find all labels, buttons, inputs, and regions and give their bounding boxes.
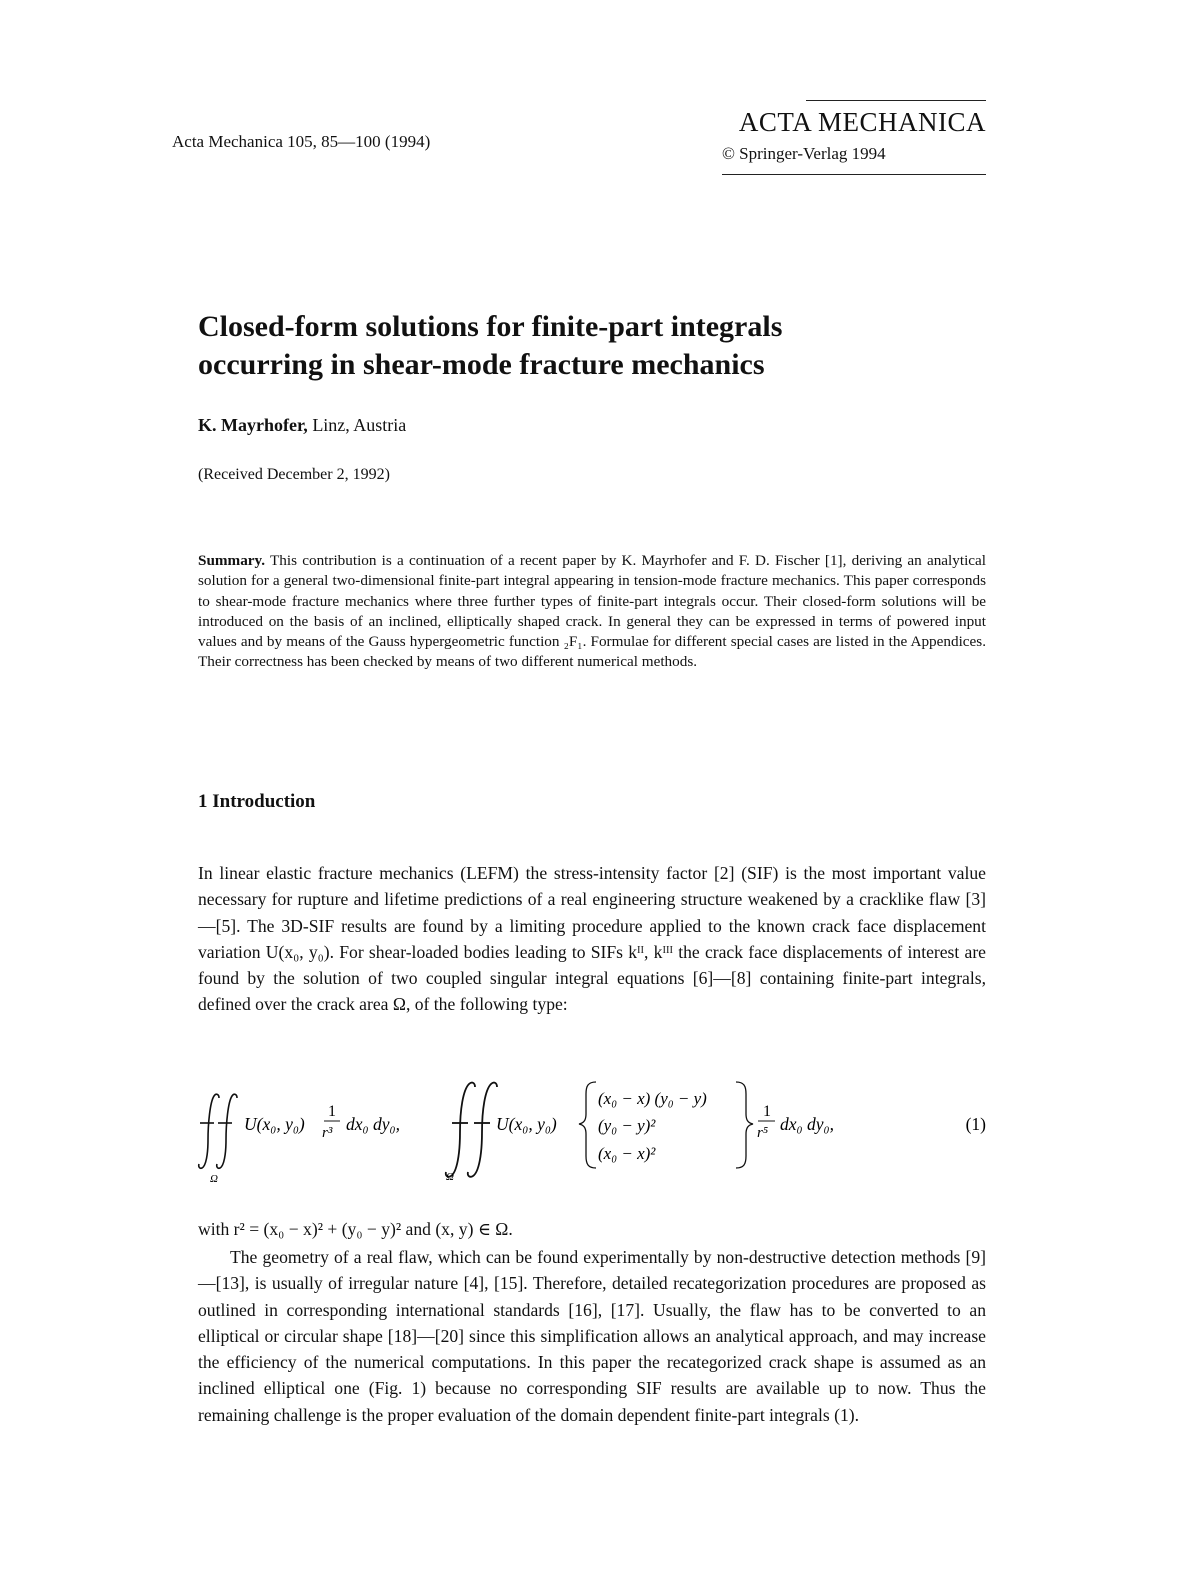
author-name: K. Mayrhofer, <box>198 415 308 435</box>
equation-number: (1) <box>965 1114 986 1134</box>
summary <box>198 551 986 673</box>
left-brace <box>579 1082 596 1168</box>
title-line-1: Closed-form solutions for finite-part integrals <box>198 310 783 343</box>
matrix-row-1: (x₀ − x) (y₀ − y) <box>598 1089 707 1108</box>
header-rule-top <box>806 100 986 101</box>
right-brace <box>736 1082 753 1168</box>
journal-box <box>722 100 986 175</box>
paragraph-3: The geometry of a real flaw, which can be found experimentally by non-destructive detection methods [9]—[13], is usually of irregular nature [4], [15]. Therefore, detailed recategorization procedures are proposed as outlined in corresponding international standards [16], [17]. Usually, the flaw has to be converted to an elliptical or circular shape [18]—[20] since this simplification allows an analytical approach, and may increase the efficiency of the numerical computations. In this paper the recategorized crack shape is assumed as an inclined elliptical one (Fig. 1) because no corresponding SIF results are available up to now. Thus the remaining challenge is the proper evaluation of the domain dependent finite-part integrals (1). <box>198 1247 986 1425</box>
matrix-row-3: (x₀ − x)² <box>598 1144 656 1163</box>
received-date: (Received December 2, 1992) <box>198 466 390 483</box>
fraction-1-numerator: 1 <box>328 1103 336 1120</box>
summary-text: This contribution is a continuation of a recent paper by K. Mayrhofer and F. D. Fischer [1], deriving an analytical solution for a general two-dimensional finite-part integral appearing in tension-mode fracture mechanics. This paper corresponds to shear-mode fracture mechanics where three further types of finite-part integrals occur. Their closed-form solutions will be introduced on the basis of an inclined, elliptically shaped crack. In general they can be expressed in terms of powered input values and by means of the Gauss hypergeometric function ₂F₁. Formulae for different special cases are listed in the Appendices. Their correctness has been checked by means of two different numerical methods. <box>198 552 986 671</box>
double-integral-2 <box>446 1083 497 1177</box>
header-rule-bottom <box>722 174 986 175</box>
title-line-2: occurring in shear-mode fracture mechanics <box>198 348 765 381</box>
domain-label-1: Ω <box>210 1173 218 1185</box>
integrand-2: U(x₀, y₀) <box>496 1114 557 1134</box>
differentials-2: dx₀ dy₀, <box>780 1114 834 1134</box>
copyright: © Springer-Verlag 1994 <box>722 144 886 163</box>
integrand-1: U(x₀, y₀) <box>244 1114 305 1134</box>
journal-name: ACTA MECHANICA <box>738 107 986 137</box>
fraction-1-denominator: r³ <box>322 1125 333 1141</box>
equation-svg <box>198 1076 986 1186</box>
author-location: Linz, Austria <box>312 415 407 435</box>
article-title <box>198 308 958 384</box>
equation-1 <box>198 1076 986 1186</box>
summary-label: Summary. <box>198 552 266 569</box>
paragraph-2: with r² = (x₀ − x)² + (y₀ − y)² and (x, y) ∈ Ω. <box>198 1219 513 1239</box>
fraction-2-numerator: 1 <box>763 1103 771 1120</box>
domain-label-2: Ω <box>446 1171 454 1183</box>
matrix-row-2: (y₀ − y)² <box>598 1116 656 1135</box>
differentials-1: dx₀ dy₀, <box>346 1114 400 1134</box>
author-line <box>198 415 406 436</box>
paragraph-1: In linear elastic fracture mechanics (LEFM) the stress-intensity factor [2] (SIF) is the most important value necessary for rupture and lifetime predictions of a real engineering structure weakened by a cracklike flaw [3]—[5]. The 3D-SIF results are found by a limiting procedure applied to the known crack face displacement variation U(x₀, y₀). For shear-loaded bodies leading to SIFs kᴵᴵ, kᴵᴵᴵ the crack face displacements of interest are found by the solution of two coupled singular integral equations [6]—[8] containing finite-part integrals, defined over the crack area Ω, of the following type: <box>198 863 986 1015</box>
section-heading: 1 Introduction <box>198 791 316 812</box>
double-integral-1 <box>199 1094 237 1168</box>
fraction-2-denominator: r⁵ <box>757 1125 769 1141</box>
journal-reference: Acta Mechanica 105, 85—100 (1994) <box>172 132 431 151</box>
